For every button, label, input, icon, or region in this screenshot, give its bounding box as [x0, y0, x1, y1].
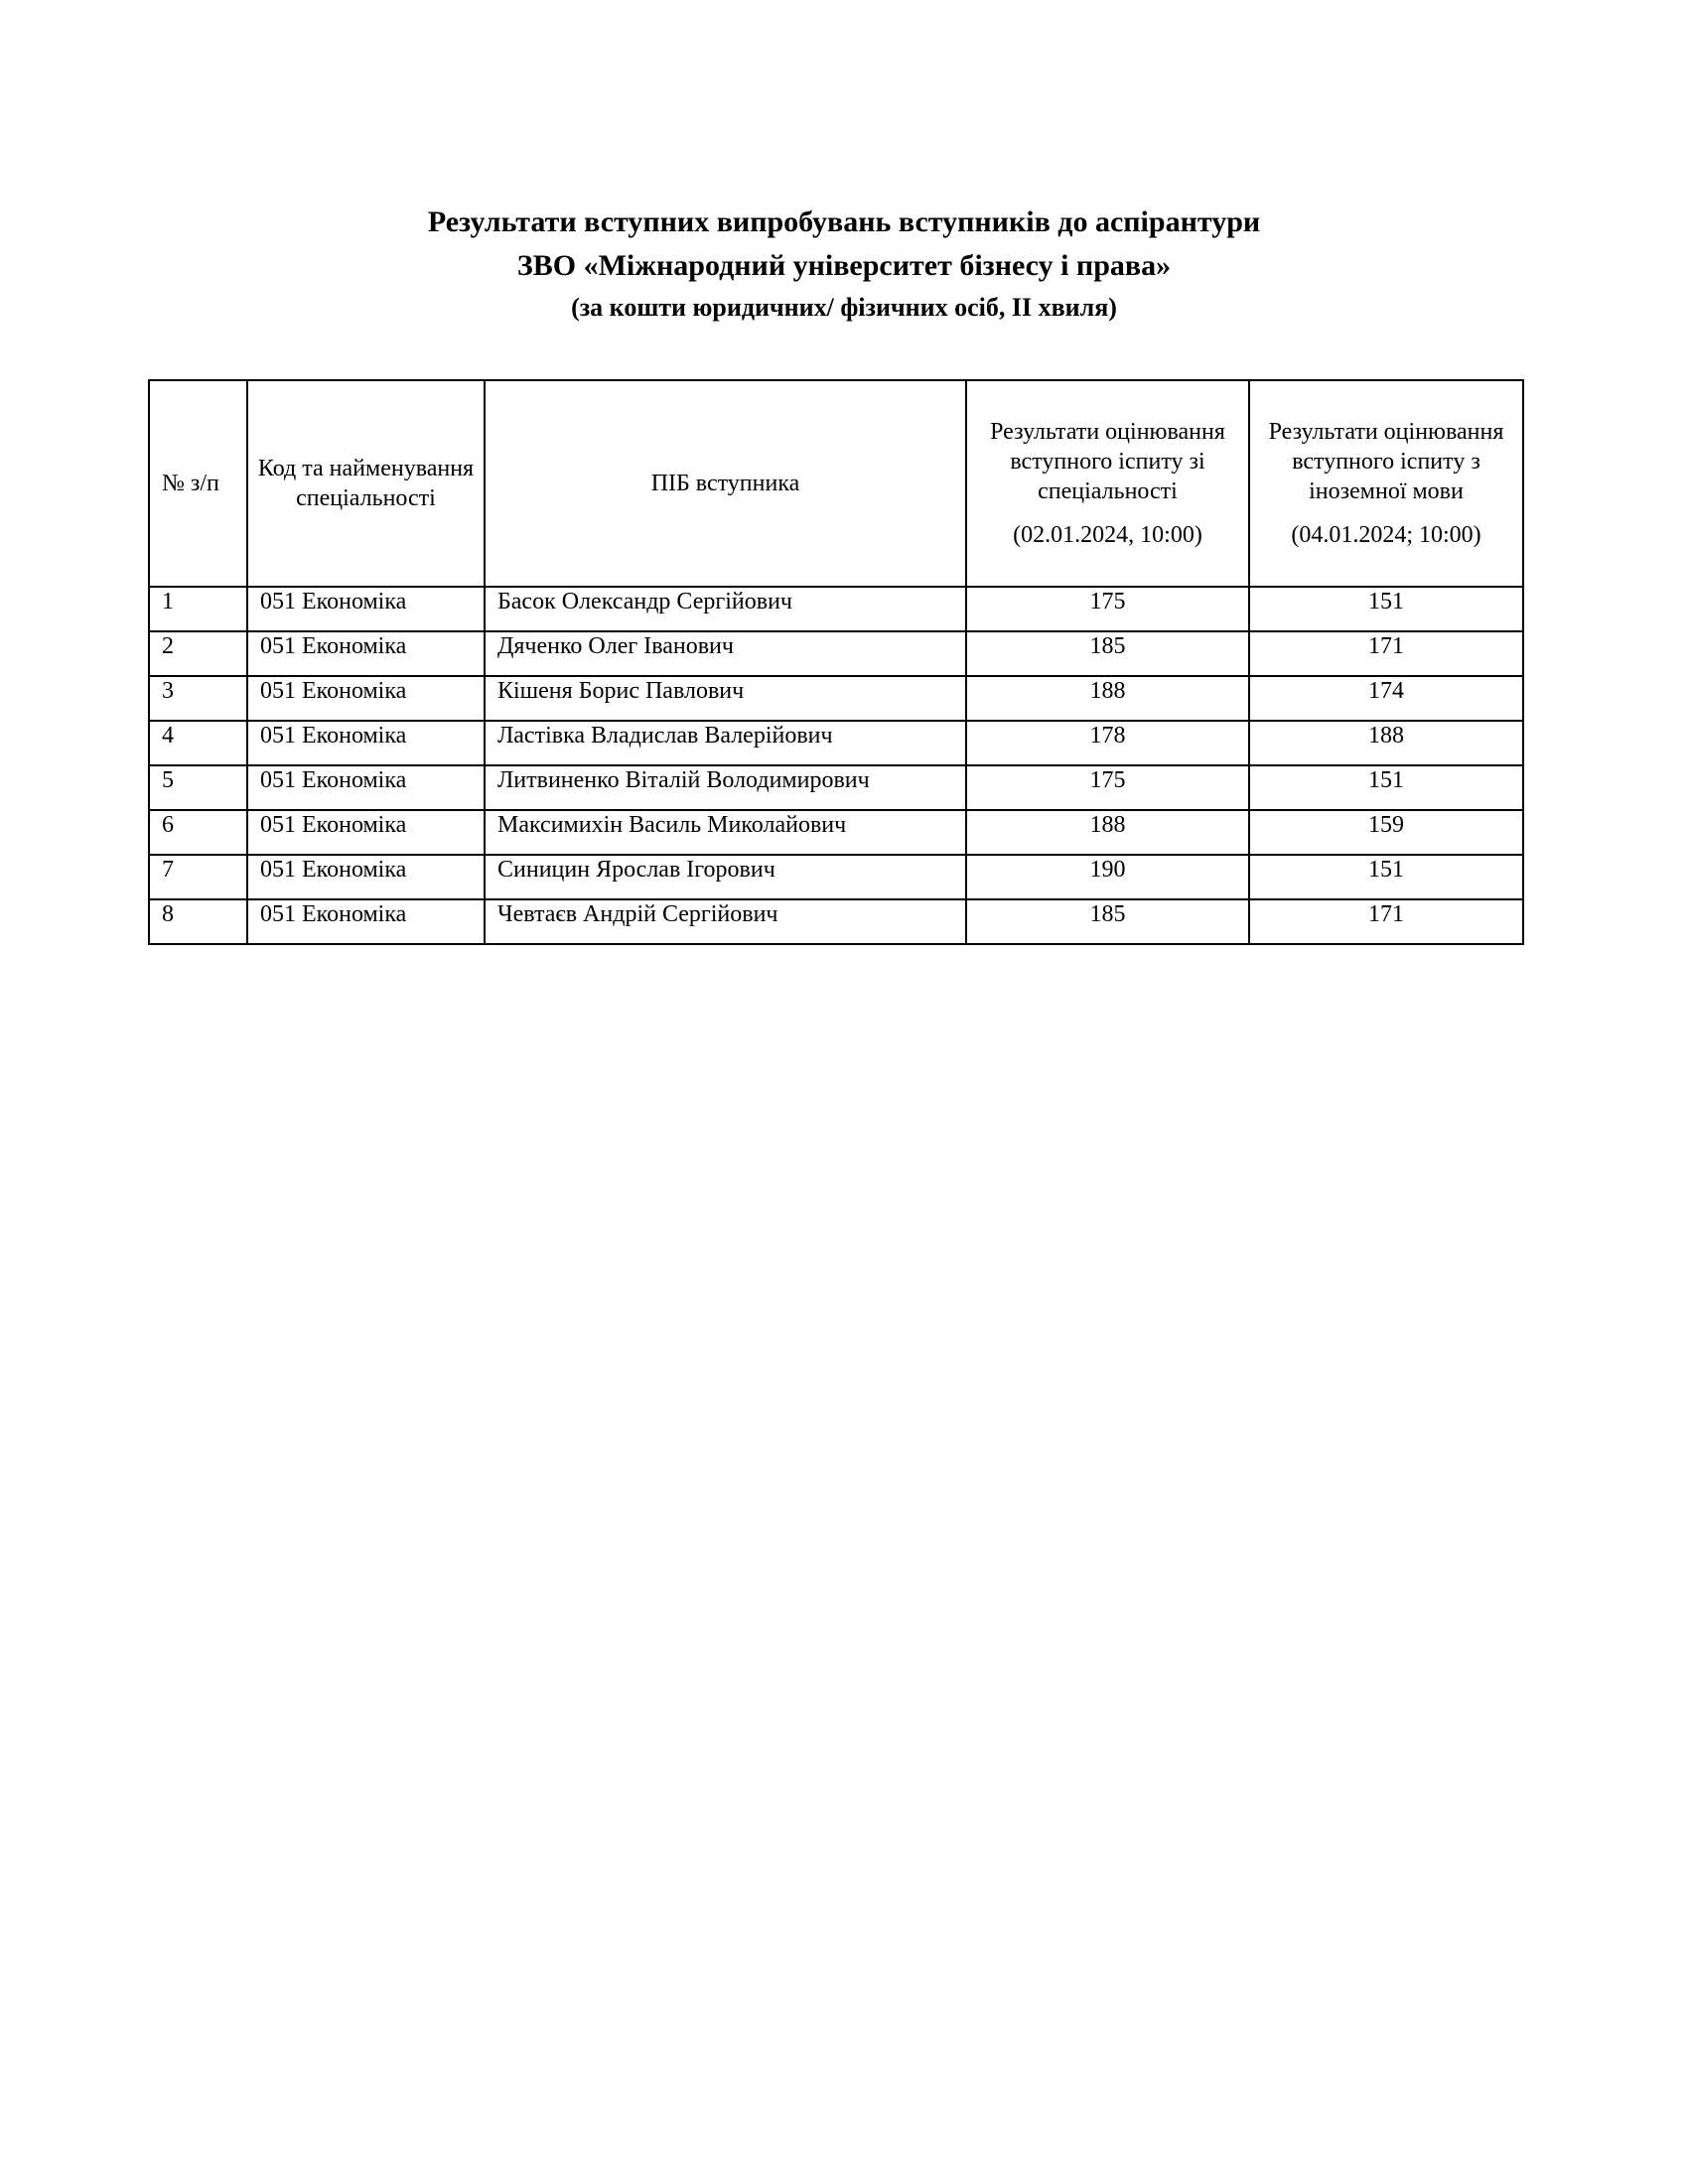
row-applicant-name: Басок Олександр Сергійович — [485, 587, 966, 631]
row-applicant-name: Синицин Ярослав Ігорович — [485, 855, 966, 899]
row-score-specialty: 188 — [966, 676, 1249, 721]
row-specialty: 051 Економіка — [247, 587, 485, 631]
row-specialty: 051 Економіка — [247, 855, 485, 899]
row-score-specialty: 185 — [966, 631, 1249, 676]
row-score-specialty: 175 — [966, 587, 1249, 631]
results-table-body — [149, 587, 1523, 944]
header-exam-language — [1249, 380, 1523, 587]
table-row — [149, 676, 1523, 721]
header-specialty: Код та найменування спеціальності — [247, 380, 485, 587]
row-score-language: 151 — [1249, 587, 1523, 631]
results-table-header — [149, 380, 1523, 587]
row-applicant-name: Максимихін Василь Миколайович — [485, 810, 966, 855]
row-score-language: 151 — [1249, 765, 1523, 810]
row-score-specialty: 185 — [966, 899, 1249, 944]
header-applicant-name: ПІБ вступника — [485, 380, 966, 587]
row-specialty: 051 Економіка — [247, 631, 485, 676]
row-num: 8 — [149, 899, 247, 944]
document-title — [0, 201, 1688, 328]
row-specialty: 051 Економіка — [247, 721, 485, 765]
row-specialty: 051 Економіка — [247, 899, 485, 944]
row-score-specialty: 175 — [966, 765, 1249, 810]
table-row — [149, 899, 1523, 944]
row-num: 6 — [149, 810, 247, 855]
row-num: 7 — [149, 855, 247, 899]
row-score-language: 188 — [1249, 721, 1523, 765]
row-num: 4 — [149, 721, 247, 765]
row-score-language: 159 — [1249, 810, 1523, 855]
row-score-specialty: 178 — [966, 721, 1249, 765]
table-row — [149, 765, 1523, 810]
row-score-specialty: 190 — [966, 855, 1249, 899]
row-score-language: 171 — [1249, 631, 1523, 676]
table-row — [149, 810, 1523, 855]
header-exam-specialty-date: (02.01.2024, 10:00) — [1013, 522, 1202, 548]
title-line-2: ЗВО «Міжнародний університет бізнесу і права» — [516, 249, 1172, 282]
header-row — [149, 380, 1523, 587]
row-num: 5 — [149, 765, 247, 810]
header-exam-specialty — [966, 380, 1249, 587]
row-score-language: 171 — [1249, 899, 1523, 944]
row-specialty: 051 Економіка — [247, 676, 485, 721]
row-score-language: 174 — [1249, 676, 1523, 721]
row-num: 3 — [149, 676, 247, 721]
row-applicant-name: Литвиненко Віталій Володимирович — [485, 765, 966, 810]
row-applicant-name: Кішеня Борис Павлович — [485, 676, 966, 721]
row-applicant-name: Ластівка Владислав Валерійович — [485, 721, 966, 765]
row-num: 1 — [149, 587, 247, 631]
table-row — [149, 855, 1523, 899]
header-exam-language-label: Результати оцінювання вступного іспиту з іноземної мови — [1268, 419, 1504, 504]
row-specialty: 051 Економіка — [247, 810, 485, 855]
row-applicant-name: Чевтаєв Андрій Сергійович — [485, 899, 966, 944]
row-score-language: 151 — [1249, 855, 1523, 899]
header-exam-language-date: (04.01.2024; 10:00) — [1291, 522, 1481, 548]
row-num: 2 — [149, 631, 247, 676]
header-exam-specialty-label: Результати оцінювання вступного іспиту зі спеціальності — [990, 419, 1225, 504]
row-specialty: 051 Економіка — [247, 765, 485, 810]
table-row — [149, 587, 1523, 631]
header-num: № з/п — [149, 380, 247, 587]
row-score-specialty: 188 — [966, 810, 1249, 855]
table-row — [149, 721, 1523, 765]
table-row — [149, 631, 1523, 676]
title-line-1: Результати вступних випробувань вступників до аспірантури — [427, 205, 1261, 238]
results-table — [148, 379, 1524, 945]
row-applicant-name: Дяченко Олег Іванович — [485, 631, 966, 676]
title-line-3: (за кошти юридичних/ фізичних осіб, ІІ хвиля) — [571, 293, 1117, 322]
